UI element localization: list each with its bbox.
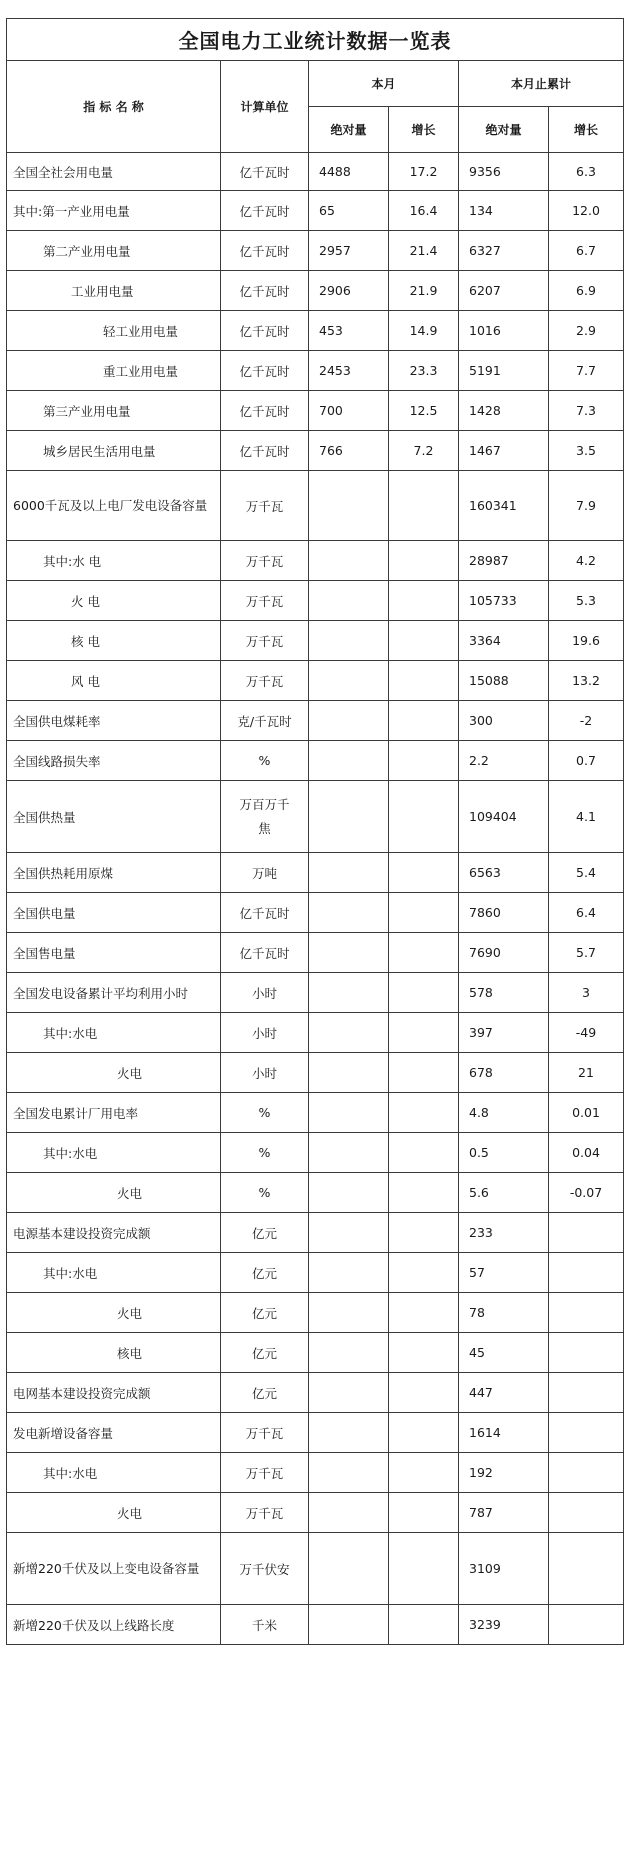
month-absolute-cell <box>309 1253 389 1293</box>
table-row <box>7 431 624 471</box>
month-growth-cell: 7.2 <box>389 431 459 471</box>
cumulative-growth-cell <box>549 1493 624 1533</box>
table-row <box>7 1333 624 1373</box>
header-cumulative: 本月止累计 <box>459 61 624 107</box>
table-row <box>7 1293 624 1333</box>
indicator-name-cell: 城乡居民生活用电量 <box>7 431 221 471</box>
indicator-name-cell: 新增220千伏及以上变电设备容量 <box>7 1533 221 1605</box>
month-absolute-cell <box>309 1453 389 1493</box>
cumulative-absolute-cell: 15088 <box>459 661 549 701</box>
indicator-name-cell: 其中:水电 <box>7 1133 221 1173</box>
unit-cell: 亿千瓦时 <box>221 191 309 231</box>
unit-cell: 克/千瓦时 <box>221 701 309 741</box>
indicator-name-cell: 6000千瓦及以上电厂发电设备容量 <box>7 471 221 541</box>
table-row <box>7 1533 624 1605</box>
statistics-table-container <box>6 18 623 1645</box>
unit-cell: 万千瓦 <box>221 471 309 541</box>
unit-cell: 小时 <box>221 973 309 1013</box>
header-unit: 计算单位 <box>221 61 309 153</box>
table-row <box>7 581 624 621</box>
header-indicator-name: 指 标 名 称 <box>7 61 221 153</box>
indicator-name-cell: 火电 <box>7 1293 221 1333</box>
cumulative-absolute-cell: 3109 <box>459 1533 549 1605</box>
month-absolute-cell <box>309 1373 389 1413</box>
cumulative-absolute-cell: 160341 <box>459 471 549 541</box>
month-growth-cell <box>389 621 459 661</box>
indicator-name-cell: 全国全社会用电量 <box>7 153 221 191</box>
header-this-month: 本月 <box>309 61 459 107</box>
month-absolute-cell <box>309 621 389 661</box>
month-growth-cell <box>389 661 459 701</box>
unit-cell: 万千瓦 <box>221 1413 309 1453</box>
cumulative-growth-cell <box>549 1333 624 1373</box>
cumulative-growth-cell <box>549 1453 624 1493</box>
unit-cell: 万千瓦 <box>221 1493 309 1533</box>
cumulative-growth-cell: 6.7 <box>549 231 624 271</box>
table-row <box>7 231 624 271</box>
unit-cell: % <box>221 1093 309 1133</box>
cumulative-growth-cell <box>549 1533 624 1605</box>
indicator-name-cell: 轻工业用电量 <box>7 311 221 351</box>
cumulative-growth-cell <box>549 1253 624 1293</box>
month-growth-cell <box>389 1605 459 1645</box>
month-absolute-cell <box>309 1013 389 1053</box>
cumulative-growth-cell <box>549 1413 624 1453</box>
month-absolute-cell <box>309 741 389 781</box>
cumulative-growth-cell: -0.07 <box>549 1173 624 1213</box>
table-row <box>7 471 624 541</box>
month-absolute-cell <box>309 1133 389 1173</box>
cumulative-absolute-cell: 578 <box>459 973 549 1013</box>
month-absolute-cell <box>309 1093 389 1133</box>
unit-cell: 亿元 <box>221 1213 309 1253</box>
cumulative-absolute-cell: 3364 <box>459 621 549 661</box>
cumulative-growth-cell: 21 <box>549 1053 624 1093</box>
month-growth-cell <box>389 1093 459 1133</box>
table-row <box>7 893 624 933</box>
table-row <box>7 621 624 661</box>
indicator-name-cell: 全国线路损失率 <box>7 741 221 781</box>
unit-cell: 亿千瓦时 <box>221 311 309 351</box>
month-growth-cell <box>389 1053 459 1093</box>
indicator-name-cell: 火 电 <box>7 581 221 621</box>
cumulative-growth-cell: 3 <box>549 973 624 1013</box>
cumulative-growth-cell <box>549 1373 624 1413</box>
month-growth-cell <box>389 1213 459 1253</box>
cumulative-absolute-cell: 0.5 <box>459 1133 549 1173</box>
month-growth-cell <box>389 1293 459 1333</box>
unit-cell: % <box>221 1133 309 1173</box>
month-absolute-cell <box>309 1413 389 1453</box>
indicator-name-cell: 第三产业用电量 <box>7 391 221 431</box>
unit-cell: 亿千瓦时 <box>221 153 309 191</box>
cumulative-growth-cell: 7.9 <box>549 471 624 541</box>
table-row <box>7 351 624 391</box>
cumulative-absolute-cell: 7860 <box>459 893 549 933</box>
cumulative-absolute-cell: 6563 <box>459 853 549 893</box>
indicator-name-cell: 其中:水电 <box>7 1013 221 1053</box>
table-row <box>7 933 624 973</box>
cumulative-growth-cell: 0.01 <box>549 1093 624 1133</box>
cumulative-growth-cell <box>549 1213 624 1253</box>
month-absolute-cell: 700 <box>309 391 389 431</box>
cumulative-growth-cell: 0.04 <box>549 1133 624 1173</box>
unit-cell: 亿千瓦时 <box>221 933 309 973</box>
header-month-growth: 增长 <box>389 107 459 153</box>
unit-cell: 亿元 <box>221 1333 309 1373</box>
cumulative-growth-cell: 6.4 <box>549 893 624 933</box>
cumulative-absolute-cell: 7690 <box>459 933 549 973</box>
month-absolute-cell <box>309 1293 389 1333</box>
cumulative-absolute-cell: 134 <box>459 191 549 231</box>
table-row <box>7 1413 624 1453</box>
indicator-name-cell: 全国供热耗用原煤 <box>7 853 221 893</box>
cumulative-growth-cell: 5.4 <box>549 853 624 893</box>
unit-cell: 万千瓦 <box>221 541 309 581</box>
cumulative-absolute-cell: 4.8 <box>459 1093 549 1133</box>
month-growth-cell <box>389 853 459 893</box>
cumulative-absolute-cell: 192 <box>459 1453 549 1493</box>
cumulative-absolute-cell: 5.6 <box>459 1173 549 1213</box>
cumulative-growth-cell: 0.7 <box>549 741 624 781</box>
indicator-name-cell: 其中:水电 <box>7 1453 221 1493</box>
indicator-name-cell: 电网基本建设投资完成额 <box>7 1373 221 1413</box>
month-absolute-cell <box>309 1173 389 1213</box>
table-row <box>7 1253 624 1293</box>
cumulative-absolute-cell: 233 <box>459 1213 549 1253</box>
cumulative-growth-cell: 13.2 <box>549 661 624 701</box>
table-row <box>7 741 624 781</box>
cumulative-absolute-cell: 78 <box>459 1293 549 1333</box>
month-absolute-cell <box>309 1053 389 1093</box>
unit-cell: 万吨 <box>221 853 309 893</box>
cumulative-growth-cell: 7.3 <box>549 391 624 431</box>
unit-cell: 万千瓦 <box>221 581 309 621</box>
month-absolute-cell: 766 <box>309 431 389 471</box>
cumulative-growth-cell: 6.9 <box>549 271 624 311</box>
table-row <box>7 271 624 311</box>
indicator-name-cell: 第二产业用电量 <box>7 231 221 271</box>
month-growth-cell <box>389 701 459 741</box>
table-row <box>7 1133 624 1173</box>
indicator-name-cell: 其中:第一产业用电量 <box>7 191 221 231</box>
cumulative-growth-cell: 4.2 <box>549 541 624 581</box>
unit-cell: 亿元 <box>221 1293 309 1333</box>
table-row <box>7 391 624 431</box>
cumulative-absolute-cell: 57 <box>459 1253 549 1293</box>
cumulative-absolute-cell: 787 <box>459 1493 549 1533</box>
unit-cell: 小时 <box>221 1053 309 1093</box>
table-row <box>7 1093 624 1133</box>
cumulative-absolute-cell: 6327 <box>459 231 549 271</box>
table-row <box>7 153 624 191</box>
indicator-name-cell: 全国发电累计厂用电率 <box>7 1093 221 1133</box>
month-growth-cell <box>389 973 459 1013</box>
table-row <box>7 1373 624 1413</box>
header-month-absolute: 绝对量 <box>309 107 389 153</box>
month-growth-cell <box>389 781 459 853</box>
cumulative-growth-cell: -49 <box>549 1013 624 1053</box>
table-row <box>7 541 624 581</box>
table-row <box>7 973 624 1013</box>
cumulative-growth-cell: 12.0 <box>549 191 624 231</box>
unit-cell: 千米 <box>221 1605 309 1645</box>
month-growth-cell <box>389 1253 459 1293</box>
table-row <box>7 661 624 701</box>
indicator-name-cell: 电源基本建设投资完成额 <box>7 1213 221 1253</box>
month-growth-cell <box>389 1453 459 1493</box>
month-growth-cell <box>389 1173 459 1213</box>
month-absolute-cell <box>309 1493 389 1533</box>
month-absolute-cell <box>309 933 389 973</box>
month-growth-cell: 16.4 <box>389 191 459 231</box>
unit-cell: 万千伏安 <box>221 1533 309 1605</box>
cumulative-growth-cell: -2 <box>549 701 624 741</box>
month-absolute-cell <box>309 1333 389 1373</box>
indicator-name-cell: 火电 <box>7 1173 221 1213</box>
indicator-name-cell: 其中:水电 <box>7 1253 221 1293</box>
cumulative-absolute-cell: 447 <box>459 1373 549 1413</box>
indicator-name-cell: 核电 <box>7 1333 221 1373</box>
table-row <box>7 781 624 853</box>
cumulative-absolute-cell: 1614 <box>459 1413 549 1453</box>
statistics-table <box>6 18 624 1645</box>
indicator-name-cell: 全国供电量 <box>7 893 221 933</box>
month-growth-cell <box>389 1333 459 1373</box>
unit-cell: 万百万千焦 <box>221 781 309 853</box>
month-growth-cell: 17.2 <box>389 153 459 191</box>
cumulative-absolute-cell: 1016 <box>459 311 549 351</box>
month-absolute-cell <box>309 1605 389 1645</box>
indicator-name-cell: 重工业用电量 <box>7 351 221 391</box>
cumulative-absolute-cell: 1428 <box>459 391 549 431</box>
indicator-name-cell: 新增220千伏及以上线路长度 <box>7 1605 221 1645</box>
month-growth-cell: 23.3 <box>389 351 459 391</box>
indicator-name-cell: 火电 <box>7 1053 221 1093</box>
month-absolute-cell: 453 <box>309 311 389 351</box>
month-growth-cell <box>389 893 459 933</box>
cumulative-growth-cell: 4.1 <box>549 781 624 853</box>
indicator-name-cell: 火电 <box>7 1493 221 1533</box>
cumulative-absolute-cell: 28987 <box>459 541 549 581</box>
month-absolute-cell <box>309 581 389 621</box>
month-growth-cell <box>389 933 459 973</box>
month-absolute-cell <box>309 661 389 701</box>
month-growth-cell <box>389 1013 459 1053</box>
unit-cell: % <box>221 741 309 781</box>
indicator-name-cell: 全国发电设备累计平均利用小时 <box>7 973 221 1013</box>
unit-cell: 亿千瓦时 <box>221 893 309 933</box>
table-row <box>7 1213 624 1253</box>
month-growth-cell: 21.9 <box>389 271 459 311</box>
month-absolute-cell <box>309 541 389 581</box>
cumulative-growth-cell: 19.6 <box>549 621 624 661</box>
month-growth-cell: 14.9 <box>389 311 459 351</box>
table-row <box>7 1605 624 1645</box>
cumulative-growth-cell: 6.3 <box>549 153 624 191</box>
unit-cell: 亿千瓦时 <box>221 391 309 431</box>
indicator-name-cell: 风 电 <box>7 661 221 701</box>
cumulative-growth-cell <box>549 1605 624 1645</box>
cumulative-absolute-cell: 1467 <box>459 431 549 471</box>
month-absolute-cell: 2957 <box>309 231 389 271</box>
indicator-name-cell: 全国售电量 <box>7 933 221 973</box>
cumulative-absolute-cell: 5191 <box>459 351 549 391</box>
month-absolute-cell <box>309 471 389 541</box>
month-growth-cell <box>389 1413 459 1453</box>
month-absolute-cell <box>309 853 389 893</box>
indicator-name-cell: 全国供电煤耗率 <box>7 701 221 741</box>
month-growth-cell: 12.5 <box>389 391 459 431</box>
month-growth-cell <box>389 541 459 581</box>
unit-cell: 小时 <box>221 1013 309 1053</box>
header-cumulative-absolute: 绝对量 <box>459 107 549 153</box>
cumulative-growth-cell: 2.9 <box>549 311 624 351</box>
month-growth-cell <box>389 1493 459 1533</box>
table-row <box>7 1453 624 1493</box>
unit-cell: 万千瓦 <box>221 1453 309 1493</box>
table-row <box>7 1053 624 1093</box>
month-absolute-cell <box>309 1213 389 1253</box>
cumulative-absolute-cell: 300 <box>459 701 549 741</box>
month-growth-cell <box>389 1533 459 1605</box>
cumulative-growth-cell: 5.7 <box>549 933 624 973</box>
table-row <box>7 1493 624 1533</box>
month-absolute-cell: 4488 <box>309 153 389 191</box>
indicator-name-cell: 发电新增设备容量 <box>7 1413 221 1453</box>
month-growth-cell <box>389 1373 459 1413</box>
month-growth-cell <box>389 1133 459 1173</box>
unit-cell: 亿元 <box>221 1253 309 1293</box>
cumulative-absolute-cell: 105733 <box>459 581 549 621</box>
unit-cell: 万千瓦 <box>221 621 309 661</box>
month-absolute-cell: 2453 <box>309 351 389 391</box>
header-cumulative-growth: 增长 <box>549 107 624 153</box>
cumulative-absolute-cell: 6207 <box>459 271 549 311</box>
cumulative-absolute-cell: 109404 <box>459 781 549 853</box>
unit-cell: 亿千瓦时 <box>221 271 309 311</box>
month-absolute-cell <box>309 1533 389 1605</box>
cumulative-growth-cell <box>549 1293 624 1333</box>
unit-cell: 亿千瓦时 <box>221 231 309 271</box>
cumulative-absolute-cell: 9356 <box>459 153 549 191</box>
indicator-name-cell: 全国供热量 <box>7 781 221 853</box>
month-growth-cell: 21.4 <box>389 231 459 271</box>
unit-cell: 亿元 <box>221 1373 309 1413</box>
table-row <box>7 191 624 231</box>
unit-cell: 万千瓦 <box>221 661 309 701</box>
table-row <box>7 701 624 741</box>
cumulative-absolute-cell: 678 <box>459 1053 549 1093</box>
month-absolute-cell <box>309 973 389 1013</box>
indicator-name-cell: 工业用电量 <box>7 271 221 311</box>
month-absolute-cell: 2906 <box>309 271 389 311</box>
cumulative-absolute-cell: 45 <box>459 1333 549 1373</box>
table-row <box>7 1173 624 1213</box>
month-growth-cell <box>389 741 459 781</box>
month-absolute-cell <box>309 701 389 741</box>
table-body <box>7 153 624 1645</box>
cumulative-absolute-cell: 397 <box>459 1013 549 1053</box>
cumulative-growth-cell: 5.3 <box>549 581 624 621</box>
table-row <box>7 853 624 893</box>
month-growth-cell <box>389 581 459 621</box>
month-absolute-cell <box>309 781 389 853</box>
month-absolute-cell <box>309 893 389 933</box>
table-title: 全国电力工业统计数据一览表 <box>7 19 624 61</box>
unit-cell: % <box>221 1173 309 1213</box>
cumulative-growth-cell: 3.5 <box>549 431 624 471</box>
table-row <box>7 1013 624 1053</box>
month-growth-cell <box>389 471 459 541</box>
month-absolute-cell: 65 <box>309 191 389 231</box>
table-row <box>7 311 624 351</box>
unit-cell: 亿千瓦时 <box>221 351 309 391</box>
unit-cell: 亿千瓦时 <box>221 431 309 471</box>
cumulative-absolute-cell: 3239 <box>459 1605 549 1645</box>
indicator-name-cell: 核 电 <box>7 621 221 661</box>
indicator-name-cell: 其中:水 电 <box>7 541 221 581</box>
cumulative-growth-cell: 7.7 <box>549 351 624 391</box>
cumulative-absolute-cell: 2.2 <box>459 741 549 781</box>
